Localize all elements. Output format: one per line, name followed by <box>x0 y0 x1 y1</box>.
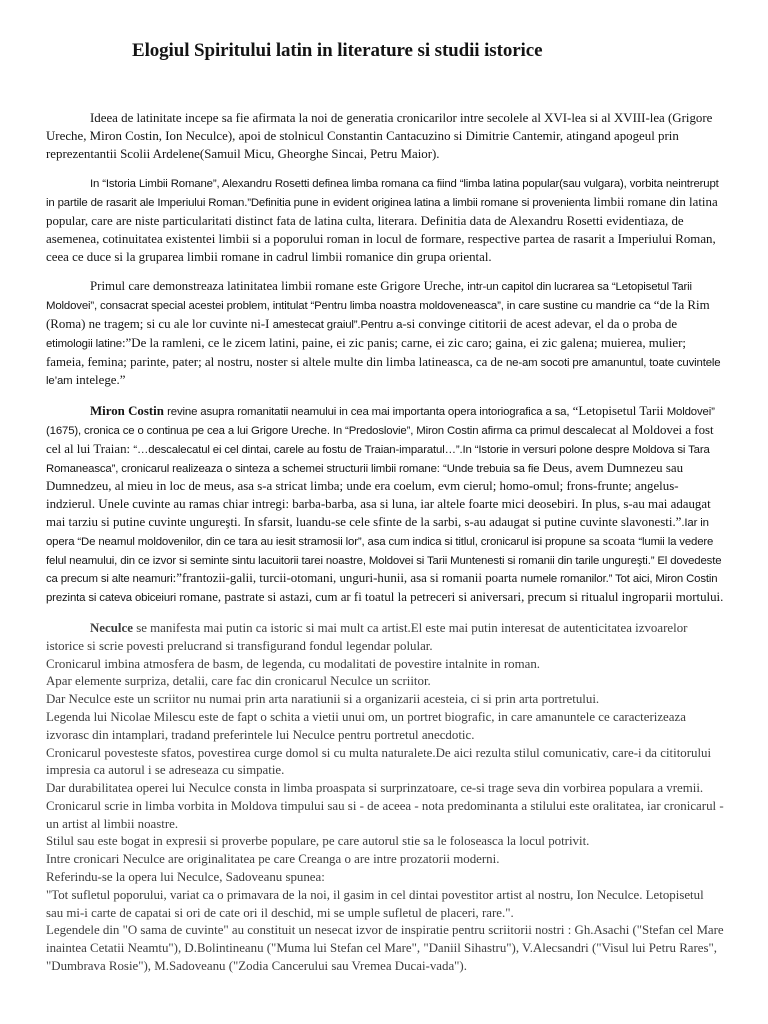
neculce-line: Intre cronicari Neculce are originalitatea pe care Creanga o are intre prozatorii moderni. <box>46 852 500 867</box>
ureche-etimologii-text: etimologii latine <box>46 337 122 350</box>
costin-unde-quote: “Unde trebuia sa fie <box>443 462 540 475</box>
neculce-line: Stilul sau este bogat in expresii si proverbe populare, pe care autorul stie sa le foloseasca la locul potrivit. <box>46 834 590 849</box>
rosetti-explanation-text: limbii romane din latina popular, care are niste particularitati distinct fata de latina culta, literara. Definitia data de Alexandru Rosetti evidentiaza, de asemenea, cotinuitatea existentei limbii si a poporului roman in locul de formare, respective partea de rasarit a Imperiului Roman, ceea ce duce si la gruparea limbii romane in cadrul limbii romanice din grupa oriental. <box>46 195 718 264</box>
rosetti-definition-text: In “Istoria Limbii Romane”, Alexandru Rosetti defineа limba romana ca fiind “limba latina popular(sau vulgara), vorbita neintrerupt in partile de rasarit ale Imperiului Roman.”Definitia pune in evident originea latina a limbii romane si provenienta <box>46 178 719 210</box>
neculce-line: Legenda lui Nicolae Milescu este de fapt o schita a vietii unui om, un portret biografic, in care amanuntele ce caracterizeaza izvorasc din intamplari, tradand preferintele lui Neculce pentru portretul anecdotic. <box>46 709 686 742</box>
costin-predoslovie-text: . In “Predoslovie”, Miron Costin afirma ca primul descale <box>326 424 602 437</box>
paragraph-rosetti <box>46 175 724 266</box>
ureche-chapter-text: intr-un capitol din lucrarea sa “Letopisetul Tarii Moldovei”, consacrat special acestei problem, intitulat “Pentru limba noastra moldoveneasca”, in care sustine cu mandrie ca <box>46 281 692 313</box>
costin-lumii-quote: “lumii la vedere felul neamului, din ce izvor si seminte sintu lacuitorii tarei noastre, Moldovei si Tarii Muntenesti si romanii din tarile ungureşti.” El dovedeste ca precum si alte neamuri <box>46 535 722 586</box>
costin-numele-text: numele romanilor.” Tot aici, Miron Costin prezinta si cateva obiceiuri <box>46 573 718 605</box>
costin-letopiset-title: “Letopisetul Tarii <box>572 404 664 419</box>
paragraph-neculce <box>46 620 724 976</box>
neculce-line: Cronicarul scrie in limba vorbita in Moldova timpului sau si - de aceea - nota predominanta a stilului este oralitatea, iar cronicarul - un artist al limbii noastre. <box>46 798 724 831</box>
paragraph-costin <box>46 403 724 608</box>
costin-frantozii-text: :”frantozii-galii, turcii-otomani, unguri-hunii, asa si romanii poarta <box>172 571 518 586</box>
neculce-line: Cronicarul imbina atmosfera de basm, de legenda, cu modalitati de povestire intalnite in roman. <box>46 656 540 671</box>
ureche-quote-rim: “de la Rim (Roma) ne tragem; si cu ale lor cuvinte ni-I <box>46 298 710 331</box>
neculce-line-text: se manifesta mai putin ca istoric si mai mult ca artist.El este mai putin interesat de autenticitatea izvoarelor istorice si scrie povesti prelucrand si transfigurand fondul legendar polular. <box>46 620 688 653</box>
neculce-line: Referindu-se la opera lui Neculce, Sadoveanu spunea: <box>46 870 325 885</box>
neculce-line <box>46 620 724 656</box>
costin-name: Miron Costin <box>90 404 164 419</box>
costin-obiceiuri-text: romane, pastrate si astazi, cum ar fi toatul la petreceri si aniversari, precum si ritualul ingroparii mortului. <box>179 590 724 605</box>
neculce-line: Cronicarul povesteste sfatos, povestirea curge domol si cu multa naturalete.De aici rezulta stilul comunicativ, care-i da cititorului impresia ca autorul i se adreseaza cu simpatie. <box>46 745 712 778</box>
neculce-line: Dar durabilitatea operei lui Neculce consta in limba proaspata si surprinzatoare, ce-si trage seva din vorbirea populara a vremii. <box>46 781 704 796</box>
costin-opera-text: revine asupra romanitatii neamului in cea mai importanta opera intoriografica a sa, <box>167 406 570 419</box>
costin-istorie-text: .In “Istorie in versuri polone despre Moldova si Tara Romaneasca”, cronicarul realizeaza o sinteza a schemei structurii limbii romane: <box>46 443 710 475</box>
neculce-line: "Tot sufletul poporului, variat ca o primavara de la noi, il gasim in cel dintai povestitor artist al nostru, Ion Neculce. Letopisetul sau mi-i carte de capatai si ori de cate ori il deschid, mi se umple sufletul de placeri, rare.". <box>46 887 704 920</box>
costin-neamul-text: .Iar in opera “De neamul moldovenilor, din ce tara au iesit stramosii lor”, asa cum indica si titlul, cronicarul isi propune <box>46 516 709 548</box>
document-body <box>46 110 724 976</box>
paragraph-ureche <box>46 278 724 391</box>
costin-deus-text: Deus, avem Dumnezeu sau Dumnedzeu, al mieu in loc de meus, asa s-a stricat limba; unde era coelum, evm cierul; homo-omul; frons-frunte; angelus-indzierul. Unele cuvinte au ramas chiar intregi: barba-barba, asa si luna, iar altele foarte mici deosebiri. In plus, s-au mai adaugat mai tarziu si putine cuvinte ungureşti. In sfarsit, luandu-se cele sfinte de la sarbi, s-au adaugat si putine cuvinte slavonesti.” <box>46 460 711 529</box>
costin-cronica-text: Moldovei” (1675), cronica ce o continua pe cea a lui Grigore Ureche <box>46 406 715 437</box>
ureche-intro-text: Primul care demonstreaza latinitatea limbii romane este Grigore Ureche, <box>90 279 465 294</box>
page-title: Elogiul Spiritului latin in literature si studii istorice <box>132 40 543 61</box>
neculce-line: Apar elemente surpriza, detalii, care fac din cronicarul Neculce un scriitor. <box>46 674 431 689</box>
costin-traian-text: cat al Moldovei a fost cel al lui Traian: <box>46 422 714 456</box>
ureche-proba-text: -si convinge cititorii de acest adevar, el da o proba de <box>402 316 678 331</box>
neculce-line: Legendele din "O sama de cuvinte" au constituit un nesecat izvor de inspiratie pentru scriitorii nostri : Gh.Asachi ("Stefan cel Mare inaintea Cetatii Neamtu"), D.Bolintineanu ("Muma lui Stefan cel Mare", "Daniil Sihastru"), V.Alecsandri ("Visul lui Petru Rares", "Dumbrava Rosie"), M.Sadoveanu ("Zodia Cancerului sau Vremea Ducai-vada"). <box>46 923 724 974</box>
ureche-quote-graiul: amestecat graiul”. <box>272 318 361 331</box>
neculce-line: Dar Neculce este un scriitor nu numai prin arta naratiunii si a organizarii acesteia, ci si prin arta portretului. <box>46 692 600 707</box>
neculce-name: Neculce <box>90 620 133 635</box>
costin-scoata-text: sa scoata <box>588 533 636 548</box>
ureche-pentru-text: Pentru a <box>360 318 403 331</box>
paragraph-latinitate-intro: Ideea de latinitate incepe sa fie afirmata la noi de generatia cronicarilor intre secolele al XVI-lea si al XVIII-lea (Grigore Ureche, Miron Costin, Ion Neculce), apoi de stolnicul Constantin Cantacuzino si Dimitrie Cantemir, atingand apogeul prin reprezentantii Scolii Ardelene(Samuil Micu, Gheorghe Sincai, Petru Maior). <box>46 111 713 161</box>
ureche-intelege-text: intelege.” <box>75 373 126 388</box>
costin-descalecat-quote: “…descalecatul ei cel dintai, carele au fostu de Traian-imparatul…” <box>133 443 460 456</box>
ureche-examples-text: :”De la ramleni, ce le zicem latini, paine, ei zic panis; carne, ei zic caro; gaina, ei zic galena; muierea, mulier; fameia, femina; parinte, pater; al nostru, noster si altele multe din limba latineasca, ca de <box>46 335 687 369</box>
ureche-socoti-text: ne-am socoti pre amanuntul, toate cuvintele le’am <box>46 356 721 388</box>
